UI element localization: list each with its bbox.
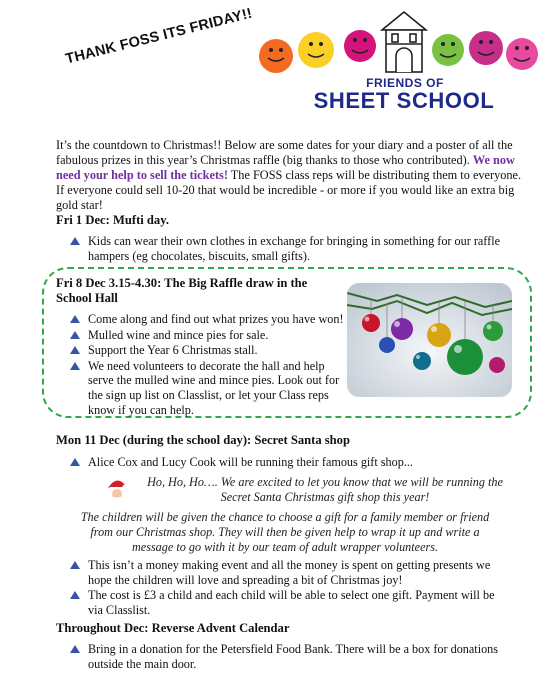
section1-list [70, 234, 510, 264]
santa-quote-1: Ho, Ho, Ho…. We are excited to let you know that we will be running the Secret Santa Christmas gift shop this year! [147, 475, 503, 504]
bullet-triangle-icon [70, 331, 80, 339]
list-item: Bring in a donation for the Petersfield Food Bank. There will be a box for donations outside the main door. [70, 642, 510, 671]
list-item: Alice Cox and Lucy Cook will be running their famous gift shop... [70, 455, 510, 470]
bullet-triangle-icon [70, 458, 80, 466]
section4-heading: Throughout Dec: Reverse Advent Calendar [56, 621, 290, 635]
bullet-triangle-icon [70, 591, 80, 599]
section2-list [70, 312, 348, 418]
intro-text1: It’s the countdown to Christmas!! Below are some dates for your diary and a poster of all the fabulous prizes in this year’s Christmas raffle (big thanks to those who contributed). [56, 138, 513, 167]
list-item: The cost is £3 a child and each child will be able to select one gift. Payment will be via Classlist. [70, 588, 510, 617]
section4-list [70, 642, 510, 672]
list-item: This isn’t a money making event and all the money is spent on getting presents we hope the children will love and spreading a bit of Christmas joy! [70, 558, 510, 587]
santa-icon [104, 476, 130, 506]
christmas-baubles-image [347, 283, 512, 397]
santa-quote-2: The children will be given the chance to choose a gift for a family member or friend from our Christmas shop. They will then be given help to wrap it up and write a message to go with it by our team of adult wrapper volunteers. [80, 510, 490, 554]
bullet-triangle-icon [70, 645, 80, 653]
list-item: Kids can wear their own clothes in exchange for bringing in something for our raffle hampers (eg chocolates, biscuits, small gifts). [70, 234, 510, 263]
bullet-triangle-icon [70, 315, 80, 323]
bullet-triangle-icon [70, 561, 80, 569]
logo-line1: FRIENDS OF [366, 76, 444, 90]
list-item: Support the Year 6 Christmas stall. [70, 343, 348, 358]
section3-list-b [70, 558, 510, 618]
section1-heading: Fri 1 Dec: Mufti day. [56, 213, 169, 227]
banner-title: THANK FOSS ITS FRIDAY!! [64, 5, 254, 68]
section2-heading: Fri 8 Dec 3.15-4.30: The Big Raffle draw in the School Hall [56, 276, 308, 305]
list-item: We need volunteers to decorate the hall and help serve the mulled wine and mince pies. Look out for the sign up list on Classlist, or let your Class reps know if you can help. [70, 359, 348, 417]
intro-paragraph [56, 138, 526, 213]
list-item: Mulled wine and mince pies for sale. [70, 328, 348, 343]
bullet-triangle-icon [70, 237, 80, 245]
logo-line2: SHEET SCHOOL [313, 88, 495, 113]
intro-highlight: We now need your help to sell the tickets! [56, 153, 515, 182]
bullet-triangle-icon [70, 346, 80, 354]
section3-list-a [70, 455, 510, 471]
list-item: Come along and find out what prizes you have won! [70, 312, 348, 327]
bullet-triangle-icon [70, 362, 80, 370]
section3-heading: Mon 11 Dec (during the school day): Secret Santa shop [56, 433, 350, 447]
intro-text2: The FOSS class reps will be distributing them to everyone. If everyone could sell 10-20 that would be incredible - or more if you would like an extra big gold star! [56, 168, 522, 212]
